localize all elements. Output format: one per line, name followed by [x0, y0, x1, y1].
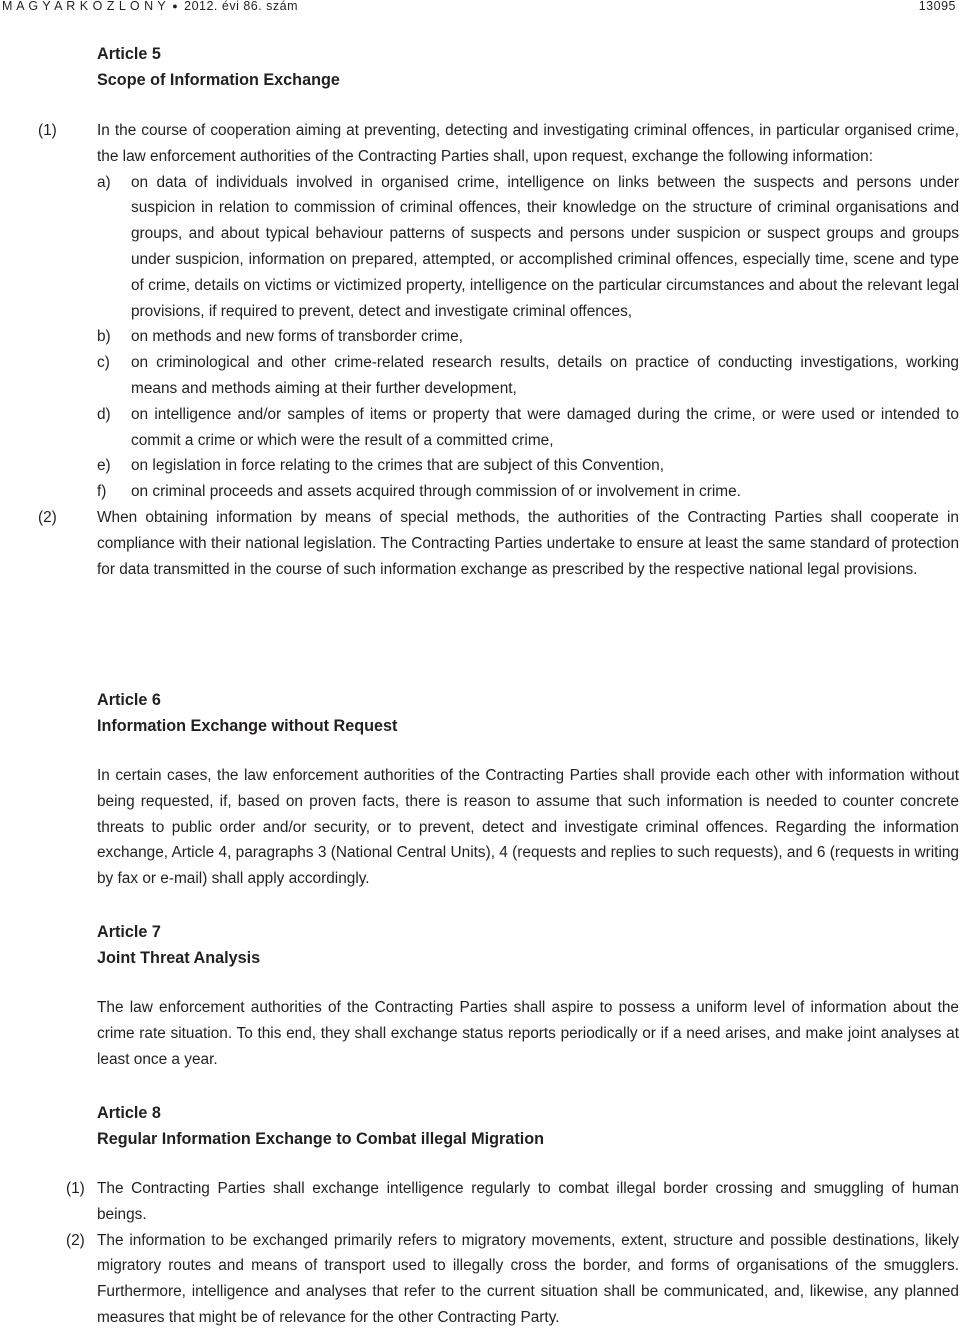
- paragraph-number: (2): [66, 1231, 85, 1249]
- item-label: f): [97, 483, 107, 501]
- article-number: Article 8: [97, 1104, 161, 1122]
- item-text: on criminological and other crime-related research results, details on practice of conducting investigations, working means and methods aiming at their further development,: [131, 354, 959, 397]
- numbered-paragraph: [38, 118, 959, 170]
- list-item: [97, 350, 959, 402]
- item-text: on criminal proceeds and assets acquired through commission of or involvement in crime.: [131, 483, 741, 501]
- article-number: Article 6: [97, 691, 161, 709]
- article-5: [38, 41, 959, 582]
- running-head: [2, 0, 298, 13]
- article-title: Regular Information Exchange to Combat illegal Migration: [97, 1130, 544, 1148]
- numbered-paragraph: [66, 1228, 959, 1331]
- list-item: [97, 479, 959, 505]
- item-label: b): [97, 328, 111, 346]
- article-title: Joint Threat Analysis: [97, 949, 261, 967]
- paragraph-number: (1): [38, 122, 57, 139]
- paragraph-text: In certain cases, the law enforcement authorities of the Contracting Parties shall provide each other with information without being requested, if, based on proven facts, there is reason to assume that such information is needed to counter concrete threats to public order and/or security, or to prevent, detect and investigate criminal offences. Regarding the information exchange, Article 4, paragraphs 3 (National Central Units), 4 (requests and replies to such requests), and 6 (requests in writing by fax or e-mail) shall apply accordingly.: [97, 767, 959, 888]
- list-item: [97, 453, 959, 479]
- article-8: [66, 1100, 959, 1331]
- list-item: [97, 402, 959, 454]
- article-number: Article 5: [97, 45, 161, 63]
- item-text: on data of individuals involved in organised crime, intelligence on links between the suspects and persons under suspicion in relation to commission of criminal offences, their knowledge on the structure of criminal organisations and groups, and about typical behaviour patterns of suspects and persons under suspicion or suspect groups and groups under suspicion, information on prepared, attempted, or accomplished criminal offences, especially time, scene and type of crime, details on victims or victimized property, intelligence on the particular circumstances and about the relevant legal provisions, if required to prevent, detect and investigate criminal offences,: [131, 173, 959, 320]
- article-title: Information Exchange without Request: [97, 717, 398, 735]
- paragraph-number: (2): [38, 508, 57, 526]
- item-text: on legislation in force relating to the crimes that are subject of this Convention,: [131, 457, 664, 475]
- article-7: [97, 919, 959, 1072]
- paragraph-text: The Contracting Parties shall exchange intelligence regularly to combat illegal border crossing and smuggling of human beings.: [97, 1180, 959, 1223]
- article-number: Article 7: [97, 923, 161, 941]
- journal-name: M A G Y A R K Ö Z L Ö N Y: [2, 0, 167, 13]
- item-label: c): [97, 354, 110, 372]
- item-label: a): [97, 173, 111, 191]
- paragraph-text: In the course of cooperation aiming at preventing, detecting and investigating criminal offences, in particular organised crime, the law enforcement authorities of the Contracting Parties shall, upon request, exchange the following information:: [97, 122, 959, 165]
- paragraph-text: When obtaining information by means of special methods, the authorities of the Contracting Parties shall cooperate in compliance with their national legislation. The Contracting Parties undertake to ensure at least the same standard of protection for data transmitted in the course of such information exchange as prescribed by the respective national legal provisions.: [97, 508, 959, 578]
- list-item: [97, 324, 959, 350]
- paragraph-text: The law enforcement authorities of the Contracting Parties shall aspire to possess a uniform level of information about the crime rate situation. To this end, they shall exchange status reports periodically or if a need arises, and make joint analyses at least once a year.: [97, 999, 959, 1068]
- issue-label: 2012. évi 86. szám: [184, 0, 299, 13]
- item-text: on methods and new forms of transborder crime,: [131, 328, 463, 346]
- paragraph-number: (1): [66, 1180, 85, 1197]
- paragraph-text: The information to be exchanged primarily refers to migratory movements, extent, structure and possible destinations, likely migratory routes and means of transport used to illegally cross the border, and forms of organisations of the smugglers. Furthermore, intelligence and analyses that refer to the current situation shall be communicated, and, likewise, any planned measures that might be of relevance for the other Contracting Party.: [97, 1231, 959, 1326]
- item-list: [97, 170, 959, 505]
- numbered-paragraph: [66, 1176, 959, 1228]
- page-number: 13095: [918, 0, 956, 13]
- bullet-separator: ●: [172, 1, 179, 11]
- list-item: [97, 170, 959, 325]
- item-label: d): [97, 405, 111, 423]
- article-title: Scope of Information Exchange: [97, 71, 340, 89]
- page-header: [0, 0, 960, 14]
- article-6: [97, 687, 959, 892]
- item-text: on intelligence and/or samples of items or property that were damaged during the crime, or were used or intended to commit a crime or which were the result of a committed crime,: [131, 405, 959, 449]
- numbered-paragraph: [38, 505, 959, 582]
- item-label: e): [97, 457, 111, 475]
